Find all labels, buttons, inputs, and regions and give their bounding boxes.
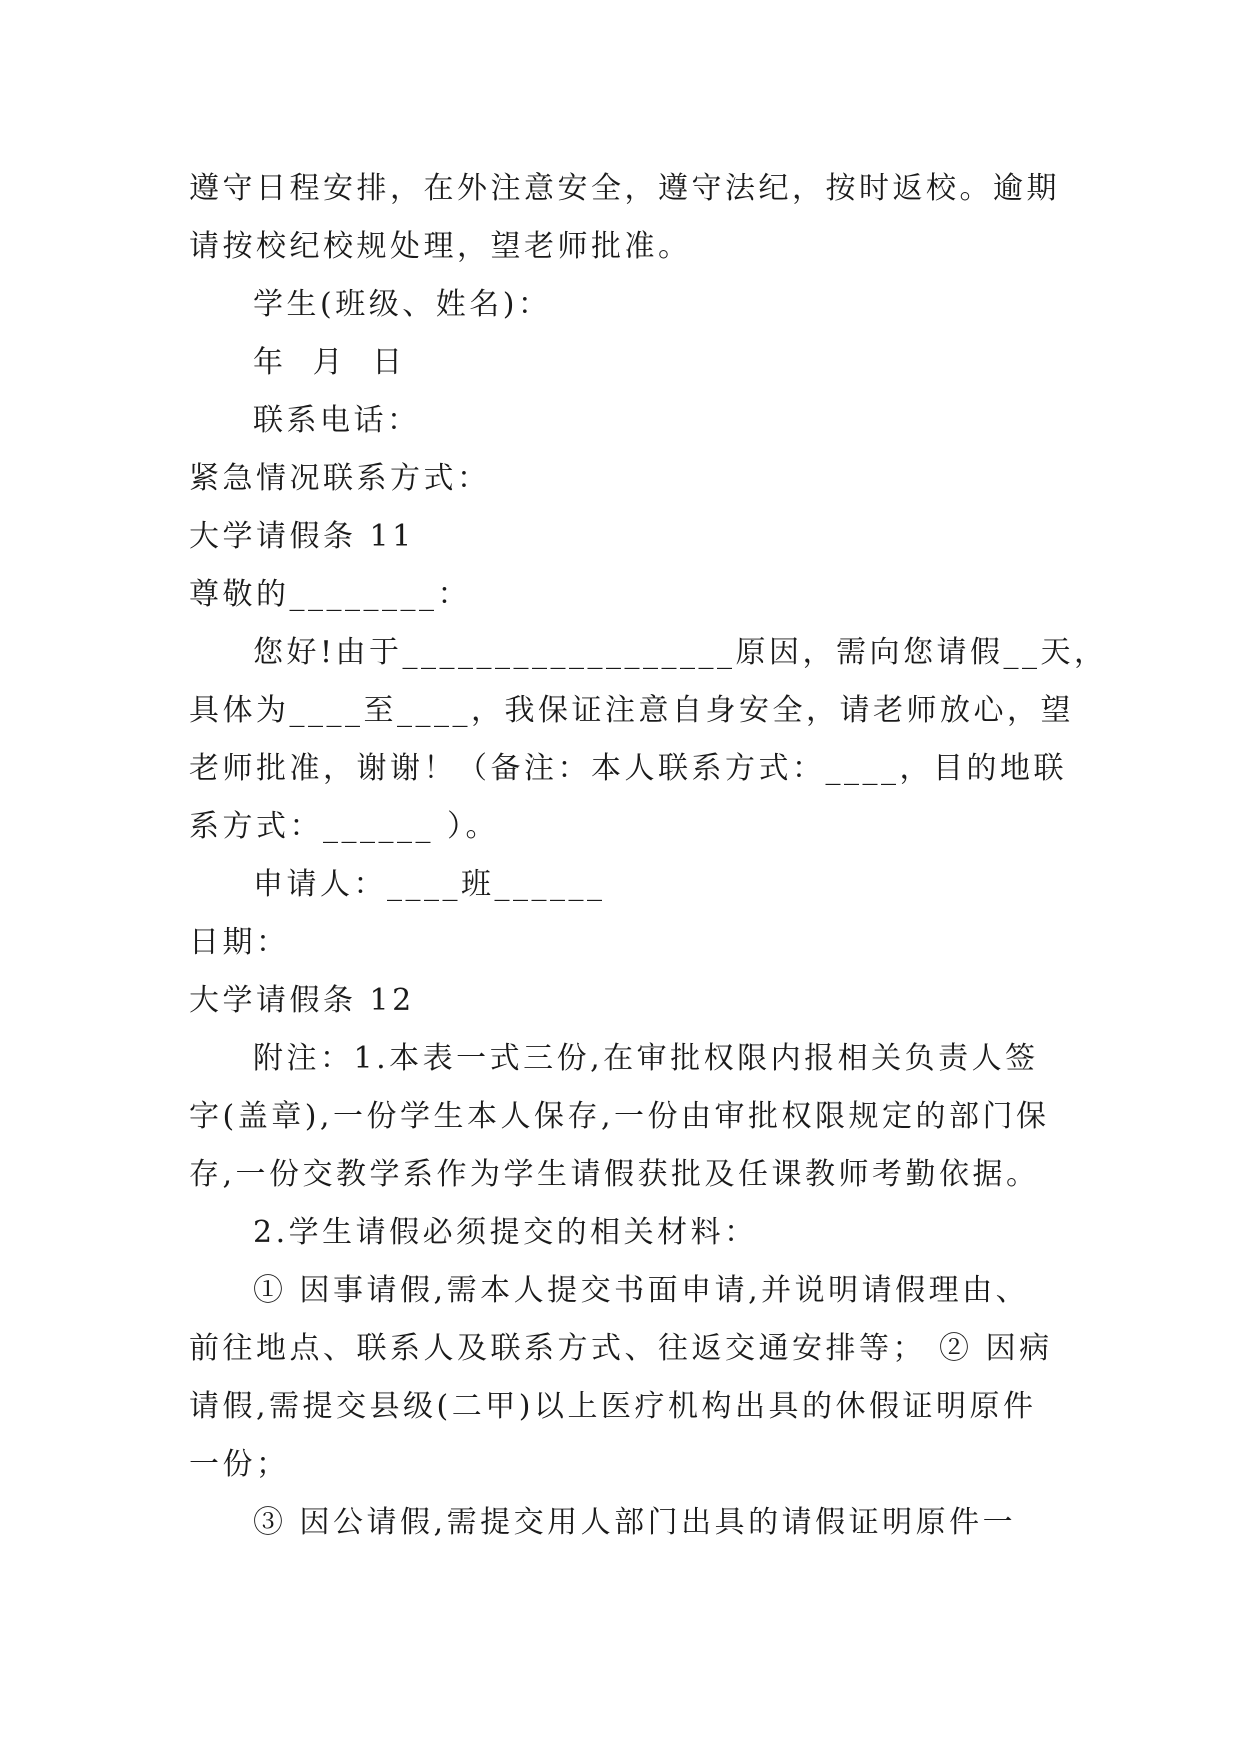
text-line: 具体为____至____，我保证注意自身安全，请老师放心，望 <box>189 693 1074 728</box>
text-line: 2.学生请假必须提交的相关材料： <box>253 1215 758 1250</box>
text-line: 年 月 日 <box>253 345 406 380</box>
text-line: 一份； <box>189 1447 290 1482</box>
section-heading: 大学请假条 11 <box>189 519 415 554</box>
text-line: 申请人：____班______ <box>253 867 606 902</box>
text-line: 日期： <box>189 925 290 960</box>
text-line: 系方式：______ ）。 <box>189 809 500 844</box>
text-line: 字(盖章),一份学生本人保存,一份由审批权限规定的部门保 <box>189 1099 1050 1134</box>
text-line: 联系电话： <box>253 403 421 438</box>
text-line: ① 因事请假,需本人提交书面申请,并说明请假理由、 <box>253 1273 1030 1308</box>
section-heading: 大学请假条 12 <box>189 983 415 1018</box>
text-line: ③ 因公请假,需提交用人部门出具的请假证明原件一 <box>253 1505 1017 1540</box>
text-line: 请按校纪校规处理，望老师批准。 <box>189 229 692 264</box>
text-line: 紧急情况联系方式： <box>189 461 491 496</box>
text-line: 附注：1.本表一式三份,在审批权限内报相关负责人签 <box>253 1041 1039 1076</box>
text-line: 前往地点、联系人及联系方式、往返交通安排等； ② 因病 <box>189 1331 1053 1366</box>
text-line: 学生(班级、姓名)： <box>253 287 552 322</box>
text-line: 老师批准，谢谢！（备注：本人联系方式：____，目的地联 <box>189 751 1067 786</box>
text-line: 尊敬的________： <box>189 577 471 612</box>
text-line: 请假,需提交县级(二甲)以上医疗机构出具的休假证明原件 <box>189 1389 1037 1424</box>
text-line: 存,一份交教学系作为学生请假获批及任课教师考勤依据。 <box>189 1157 1040 1192</box>
text-line: 您好!由于__________________原因，需向您请假__天， <box>253 635 1108 670</box>
document-body <box>189 160 1108 1552</box>
text-line: 遵守日程安排，在外注意安全，遵守法纪，按时返校。逾期 <box>189 171 1060 206</box>
